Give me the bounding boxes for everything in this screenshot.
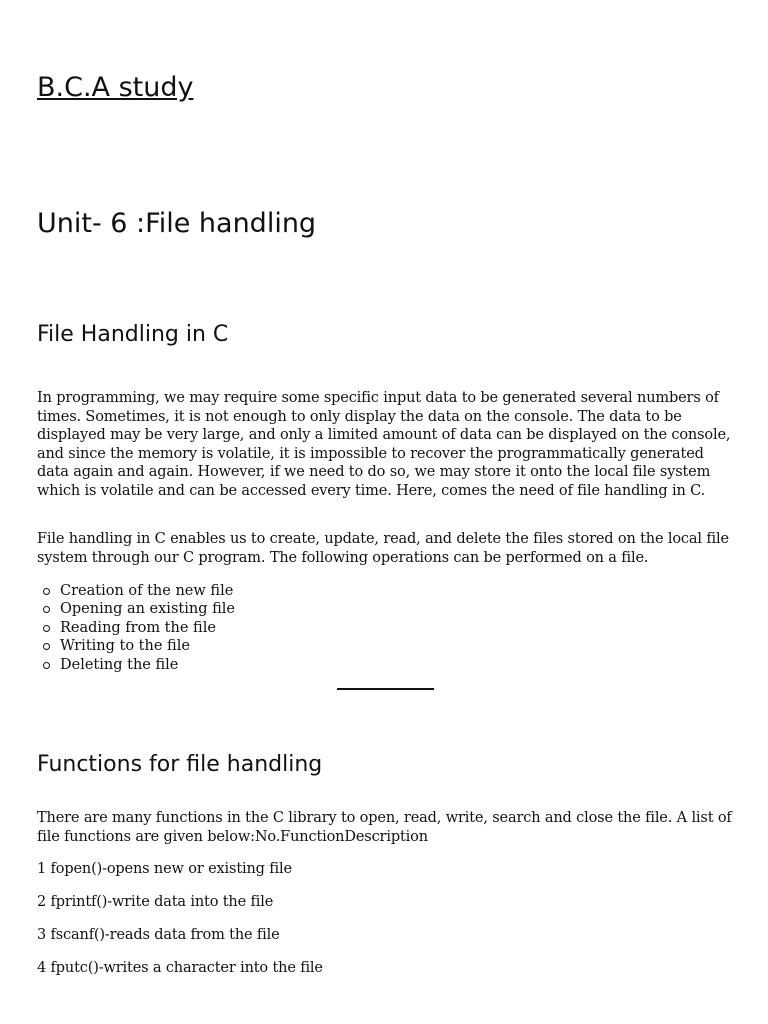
list-item-label: Creation of the new file [60,583,234,599]
list-item-label: Writing to the file [60,638,190,655]
list-item-label: Reading from the file [60,619,216,636]
file-handling-paragraph: File handling in C enables us to create, update, read, and delete the files stored on the local file system through our C program. The following operations can be performed on a file. [37,531,729,566]
section-heading-file-handling: File Handling in C [37,322,229,347]
list-item-label: Opening an existing file [60,601,235,618]
circle-bullet-icon [43,625,50,632]
list-item-label: Deleting the file [60,656,179,673]
intro-paragraph: In programming, we may require some specific input data to be generated several numbers of times. Sometimes, it is not enough to only display the data on the console. The data to be displayed may be very large, and only a limited amount of data can be displayed on the console, and since the memory is volatile, it is impossible to recover the programmatically generated data again and again. However, if we need to do so, we may store it onto the local file system which is volatile and can be accessed every time. Here, comes the need of file handling in C. [37,390,731,499]
function-item-fopen: 1 fopen()-opens new or existing file [37,861,292,877]
circle-bullet-icon [43,606,50,613]
circle-bullet-icon [43,643,50,650]
section-heading-functions: Functions for file handling [37,752,323,777]
function-item-fscanf: 3 fscanf()-reads data from the file [37,927,280,943]
functions-intro-paragraph: There are many functions in the C library to open, read, write, search and close the file. A list of file functions are given below:No.FunctionDescription [37,810,732,845]
function-item-fputc: 4 fputc()-writes a character into the file [37,960,323,976]
section-divider [337,688,434,690]
circle-bullet-icon [43,662,50,669]
circle-bullet-icon [43,588,50,595]
list-item [37,600,737,618]
site-title-link[interactable]: B.C.A study [37,72,194,103]
list-item [37,637,737,655]
list-item [37,619,737,637]
function-item-fprintf: 2 fprintf()-write data into the file [37,894,274,910]
list-item [37,582,737,600]
operations-list [37,582,737,674]
list-item [37,656,737,674]
unit-title: Unit- 6 :File handling [37,208,317,239]
